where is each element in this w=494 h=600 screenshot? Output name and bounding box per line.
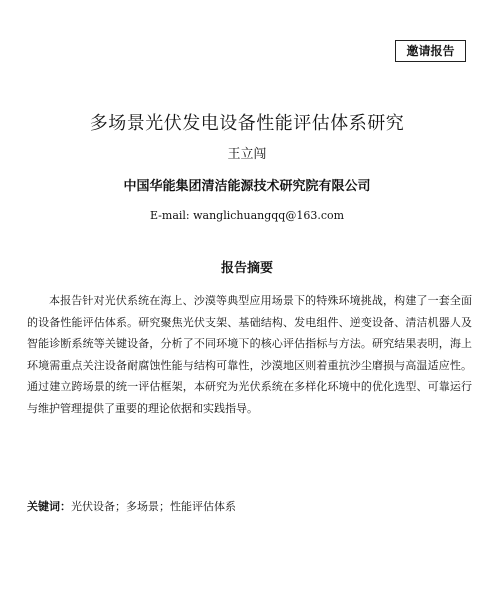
report-type-badge: 邀请报告 bbox=[395, 40, 466, 62]
abstract-heading: 报告摘要 bbox=[220, 261, 273, 276]
author-affiliation: 中国华能集团清洁能源技术研究院有限公司 bbox=[123, 179, 371, 194]
keywords-line bbox=[27, 498, 472, 516]
abstract-body: 本报告针对光伏系统在海上、沙漠等典型应用场景下的特殊环境挑战，构建了一套全面的设备性能评估体系。研究聚焦光伏支架、基础结构、发电组件、逆变设备、清洁机器人及智能诊断系统等关键设备，分析了不同环境下的核心评估指标与方法。研究结果表明，海上环境需重点关注设备耐腐蚀性能与结构可靠性，沙漠地区则着重抗沙尘磨损与高温适应性。通过建立跨场景的统一评估框架，本研究为光伏系统在多样化环境中的优化选型、可靠运行与维护管理提供了重要的理论依据和实践指导。 bbox=[27, 294, 472, 415]
keywords-label: 关键词： bbox=[27, 500, 71, 513]
paper-title: 多场景光伏发电设备性能评估体系研究 bbox=[89, 113, 405, 134]
author-name: 王立闯 bbox=[227, 147, 267, 162]
author-email: E-mail: wanglichuangqq@163.com bbox=[149, 209, 345, 222]
keywords-value: 光伏设备；多场景；性能评估体系 bbox=[71, 500, 236, 513]
